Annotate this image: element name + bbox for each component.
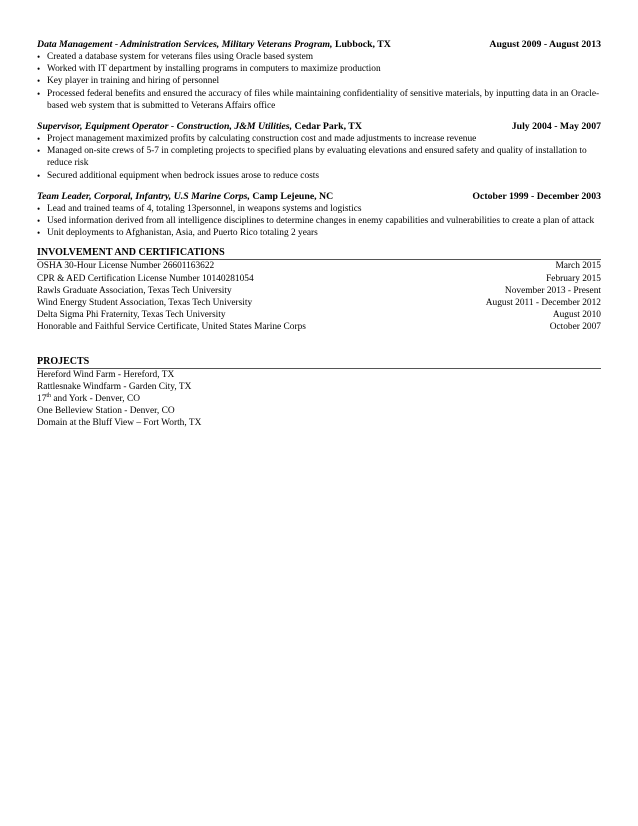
involvement-row: [37, 260, 601, 272]
involvement-date: November 2013 - Present: [504, 285, 601, 296]
job-bullet: • Created a database system for veterans files using Oracle based system: [37, 51, 601, 63]
involvement-name: Rawls Graduate Association, Texas Tech University: [37, 285, 232, 296]
projects-section: [37, 356, 601, 430]
involvement-row: [37, 285, 601, 297]
job-bullet: • Lead and trained teams of 4, totaling 13personnel, in weapons systems and logistics: [37, 203, 601, 215]
job-header: [37, 190, 601, 203]
section-spacer: [37, 334, 601, 352]
involvement-name: Honorable and Faithful Service Certificate, United States Marine Corps: [37, 322, 306, 333]
involvement-section: [37, 247, 601, 333]
job-location: Camp Lejeune, NC: [252, 190, 334, 202]
project-item: [37, 393, 601, 405]
job-bullet: • Key player in training and hiring of personnel: [37, 75, 601, 87]
involvement-date: October 2007: [549, 322, 601, 333]
job-bullets: [37, 203, 601, 240]
job-title-location: [37, 38, 391, 51]
job-bullets: [37, 133, 601, 182]
involvement-row: [37, 321, 601, 333]
job-location: Cedar Park, TX: [294, 121, 362, 133]
job-title: Supervisor, Equipment Operator - Construction, J&M Utilities,: [37, 121, 293, 133]
job-dates: October 1999 - December 2003: [472, 190, 601, 202]
job-title: Data Management - Administration Services, Military Veterans Program,: [37, 39, 333, 50]
section-heading: PROJECTS: [37, 356, 601, 369]
job-bullet: • Unit deployments to Afghanistan, Asia, and Puerto Rico totaling 2 years: [37, 227, 601, 239]
job-header: [37, 120, 601, 133]
job-bullet: • Processed federal benefits and ensured the accuracy of files while maintaining confidentiality of sensitive materials, by inputting data in an Oracle-based web system that is submitted to Veterans Affairs office: [37, 88, 601, 112]
involvement-date: February 2015: [546, 273, 601, 284]
job-bullet: • Used information derived from all intelligence disciplines to determine changes in enemy capabilities and vulnerabilities to create a plan of attack: [37, 215, 601, 227]
involvement-name: Wind Energy Student Association, Texas Tech University: [37, 298, 253, 309]
job-dates: July 2004 - May 2007: [511, 121, 601, 133]
job-title-location: [37, 190, 333, 203]
job-header: [37, 38, 601, 51]
project-item: Domain at the Bluff View – Fort Worth, TX: [37, 418, 202, 429]
section-heading: INVOLVEMENT AND CERTIFICATIONS: [37, 247, 601, 260]
job-entry: [37, 190, 601, 240]
job-title-location: [37, 120, 362, 133]
job-entry: [37, 120, 601, 182]
resume-page: [37, 38, 601, 430]
involvement-row: [37, 297, 601, 309]
job-dates: August 2009 - August 2013: [489, 39, 601, 50]
involvement-date: August 2010: [552, 310, 601, 321]
project-item: One Belleview Station - Denver, CO: [37, 406, 175, 417]
job-bullet: • Project management maximized profits by calculating construction cost and made adjustments to increase revenue: [37, 133, 601, 145]
involvement-date: August 2011 - December 2012: [485, 298, 601, 309]
project-ordinal-suffix: th: [46, 392, 52, 399]
job-bullets: [37, 51, 601, 112]
involvement-date: March 2015: [555, 261, 601, 272]
involvement-row: [37, 309, 601, 321]
project-number: 17: [37, 394, 47, 405]
involvement-row: [37, 273, 601, 285]
project-item: Hereford Wind Farm - Hereford, TX: [37, 369, 175, 380]
job-bullet: • Secured additional equipment when bedrock issues arose to reduce costs: [37, 170, 601, 182]
involvement-name: OSHA 30-Hour License Number 26601163622: [37, 261, 215, 272]
project-rest: and York - Denver, CO: [51, 394, 140, 405]
involvement-name: CPR & AED Certification License Number 10140281054: [37, 273, 254, 284]
job-entry: [37, 38, 601, 112]
job-location: Lubbock, TX: [334, 39, 391, 50]
job-bullet: • Managed on-site crews of 5-7 in completing projects to specified plans by evaluating elevations and ensured safety and quality of installation to reduce risk: [37, 145, 601, 169]
project-item: Rattlesnake Windfarm - Garden City, TX: [37, 381, 192, 392]
job-bullet: • Worked with IT department by installing programs in computers to maximize production: [37, 63, 601, 75]
involvement-name: Delta Sigma Phi Fraternity, Texas Tech University: [37, 310, 226, 321]
job-title: Team Leader, Corporal, Infantry, U.S Marine Corps,: [37, 190, 250, 202]
